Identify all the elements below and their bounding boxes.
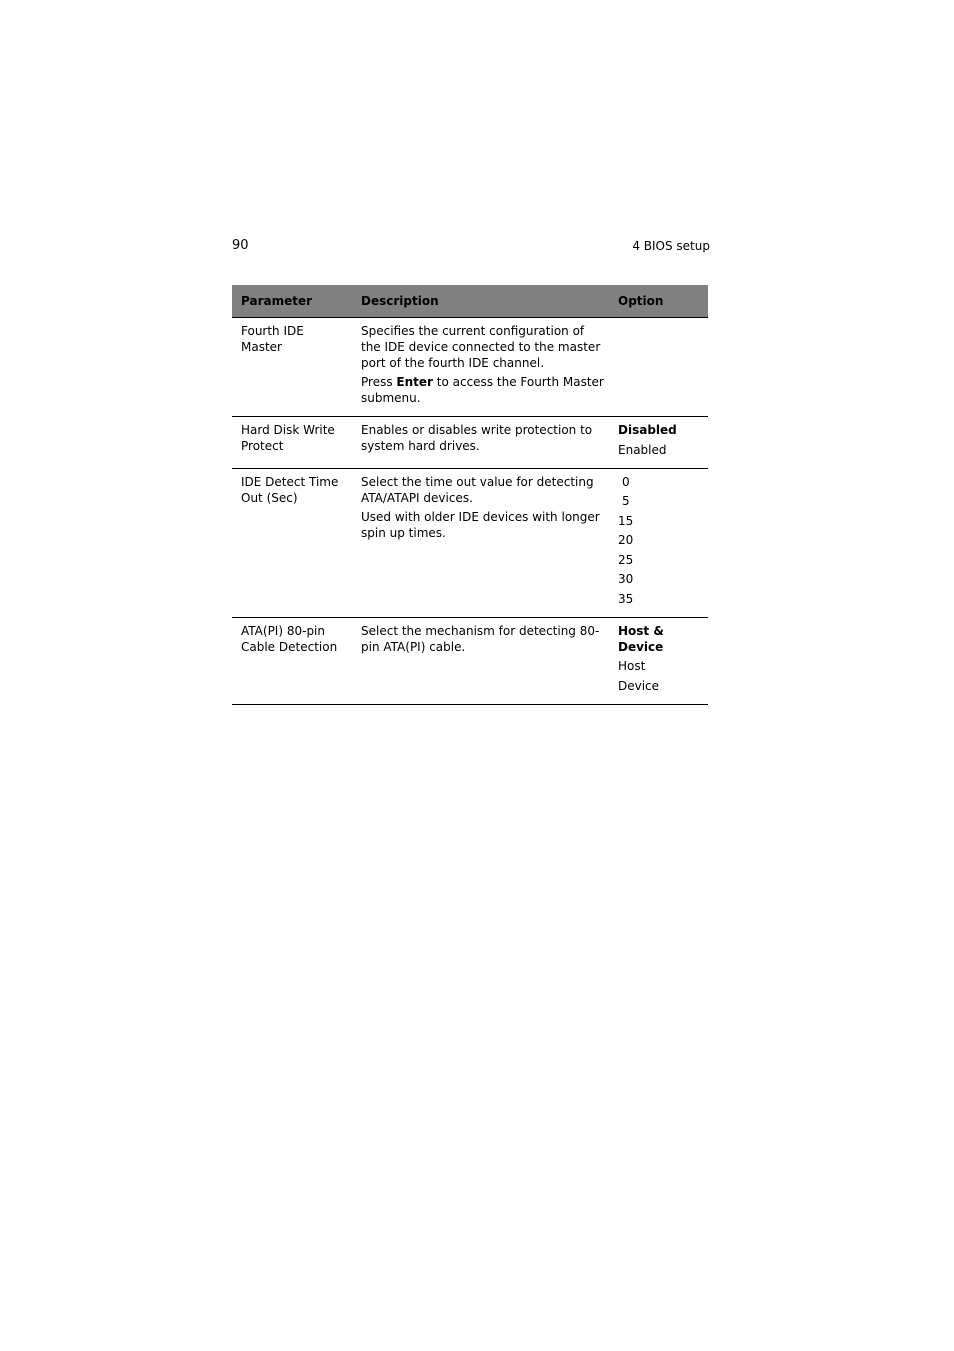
option-default: Disabled xyxy=(618,423,677,437)
option-item: 5 xyxy=(622,494,630,508)
bios-parameter-table xyxy=(232,285,708,705)
option-item: 35 xyxy=(618,591,634,606)
option-item: 30 xyxy=(618,572,634,586)
description-text: Used with older IDE devices with longer spin up times. xyxy=(361,509,600,540)
table-row-ata-cable-detection xyxy=(232,617,708,704)
table-header-row xyxy=(232,285,708,318)
table-row-hard-disk-write-protect xyxy=(232,417,708,469)
parameter-cell: Hard Disk Write Protect xyxy=(232,417,352,469)
description-cell xyxy=(352,617,609,704)
column-header-option: Option xyxy=(609,285,708,318)
option-item: Host xyxy=(618,659,646,673)
option-cell xyxy=(609,417,708,469)
column-header-parameter: Parameter xyxy=(232,285,352,318)
press-prefix: Press xyxy=(361,375,397,389)
description-cell xyxy=(352,318,609,417)
column-header-description: Description xyxy=(352,285,609,318)
chapter-title: 4 BIOS setup xyxy=(632,239,710,253)
key-name: Enter xyxy=(396,375,433,389)
option-item: Enabled xyxy=(618,442,667,457)
table-row-fourth-ide-master xyxy=(232,318,708,417)
option-cell xyxy=(609,468,708,617)
description-text xyxy=(361,374,605,406)
parameter-cell: ATA(PI) 80-pin Cable Detection xyxy=(232,617,352,704)
option-item: 25 xyxy=(618,552,634,567)
description-text: Select the mechanism for detecting 80-pin ATA(PI) cable. xyxy=(361,623,600,654)
description-text: Specifies the current configuration of the IDE device connected to the master port of the fourth IDE channel. xyxy=(361,324,601,370)
description-cell xyxy=(352,417,609,469)
parameter-cell: Fourth IDE Master xyxy=(232,318,352,417)
parameter-cell: IDE Detect Time Out (Sec) xyxy=(232,468,352,617)
option-item: 20 xyxy=(618,533,634,547)
page-number: 90 xyxy=(232,238,249,253)
option-item: 15 xyxy=(618,513,634,528)
table-row-ide-detect-time-out xyxy=(232,468,708,617)
press-suffix: to access the Fourth Master submenu. xyxy=(361,375,604,405)
description-cell xyxy=(352,468,609,617)
description-text: Enables or disables write protection to system hard drives. xyxy=(361,423,593,453)
option-default: Host & Device xyxy=(618,623,664,654)
option-cell xyxy=(609,617,708,704)
option-item: Device xyxy=(618,678,660,693)
option-item: 0 xyxy=(622,474,630,489)
description-text: Select the time out value for detecting ATA/ATAPI devices. xyxy=(361,474,594,505)
option-cell xyxy=(609,318,708,417)
